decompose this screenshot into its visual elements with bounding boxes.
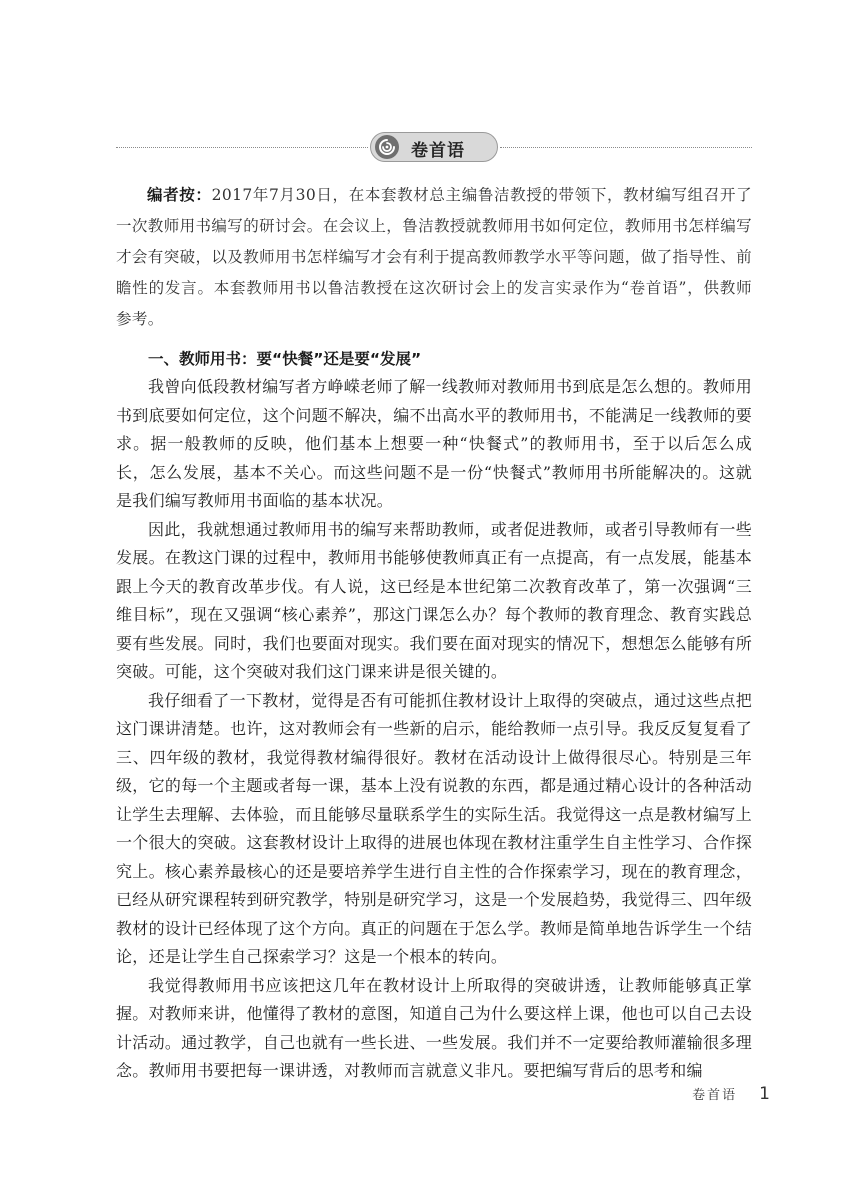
banner-pill xyxy=(370,132,498,162)
banner-title: 卷首语 xyxy=(411,141,465,161)
banner-dotted-rule-right xyxy=(500,147,752,148)
body-paragraph: 我觉得教师用书应该把这几年在教材设计上所取得的突破讲透，让教师能够真正掌握。对教师来讲，他懂得了教材的意图，知道自己为什么要这样上课，他也可以自己去设计活动。通过教学，自己也就有一些长进、一些发展。我们并不一定要给教师灌输很多理念。教师用书要把每一课讲透，对教师而言就意义非凡。要把编写背后的思考和编 xyxy=(116,975,752,1080)
swirl-logo-icon xyxy=(375,135,399,159)
body-paragraph: 因此，我就想通过教师用书的编写来帮助教师，或者促进教师，或者引导教师有一些发展。在教这门课的过程中，教师用书能够使教师真正有一点提高，有一点发展，能基本跟上今天的教育改革步伐。有人说，这已经是本世纪第二次教育改革了，第一次强调“三维目标”，现在又强调“核心素养”，那这门课怎么办？每个教师的教育理念、教育实践总要有些发展。同时，我们也要面对现实。我们要在面对现实的情况下，想想怎么能够有所突破。可能，这个突破对我们这门课来讲是很关键的。 xyxy=(116,519,752,681)
editor-note xyxy=(116,180,752,335)
page-number: 1 xyxy=(759,1084,770,1104)
footer-section-label: 卷首语 xyxy=(692,1088,738,1103)
editor-note-text: 2017年7月30日，在本套教材总主编鲁洁教授的带领下，教材编写组召开了一次教师用书编写的研讨会。在会议上，鲁洁教授就教师用书如何定位，教师用书怎样编写才会有突破，以及教师用书怎样编写才会有利于提高教师教学水平等问题，做了指导性、前瞻性的发言。本套教师用书以鲁洁教授在这次研讨会上的发言实录作为“卷首语”，供教师参考。 xyxy=(116,186,753,328)
page-footer xyxy=(692,1084,770,1104)
body-paragraph: 我仔细看了一下教材，觉得是否有可能抓住教材设计上取得的突破点，通过这些点把这门课讲清楚。也许，这对教师会有一些新的启示，能给教师一点引导。我反反复复看了三、四年级的教材，我觉得教材编得很好。教材在活动设计上做得很尽心。特别是三年级，它的每一个主题或者每一课，基本上没有说教的东西，都是通过精心设计的各种活动让学生去理解、去体验，而且能够尽量联系学生的实际生活。我觉得这一点是教材编写上一个很大的突破。这套教材设计上取得的进展也体现在教材注重学生自主性学习、合作探究上。核心素养最核心的还是要培养学生进行自主性的合作探索学习，现在的教育理念，已经从研究课程转到研究教学，特别是研究学习，这是一个发展趋势，我觉得三、四年级教材的设计已经体现了这个方向。真正的问题在于怎么学。教师是简单地告诉学生一个结论，还是让学生自己探索学习？这是一个根本的转向。 xyxy=(116,690,752,966)
section-heading: 一、教师用书：要“快餐”还是要“发展” xyxy=(148,350,422,368)
section-banner xyxy=(116,132,752,164)
banner-dotted-rule-left xyxy=(116,147,368,148)
body-text xyxy=(116,373,752,1086)
body-paragraph: 我曾向低段教材编写者方峥嵘老师了解一线教师对教师用书到底是怎么想的。教师用书到底要如何定位，这个问题不解决，编不出高水平的教师用书，不能满足一线教师的要求。据一般教师的反映，他们基本上想要一种“快餐式”的教师用书，至于以后怎么成长，怎么发展，基本不关心。而这些问题不是一份“快餐式”教师用书所能解决的。这就是我们编写教师用书面临的基本状况。 xyxy=(116,377,752,510)
editor-note-label: 编者按： xyxy=(147,186,212,204)
